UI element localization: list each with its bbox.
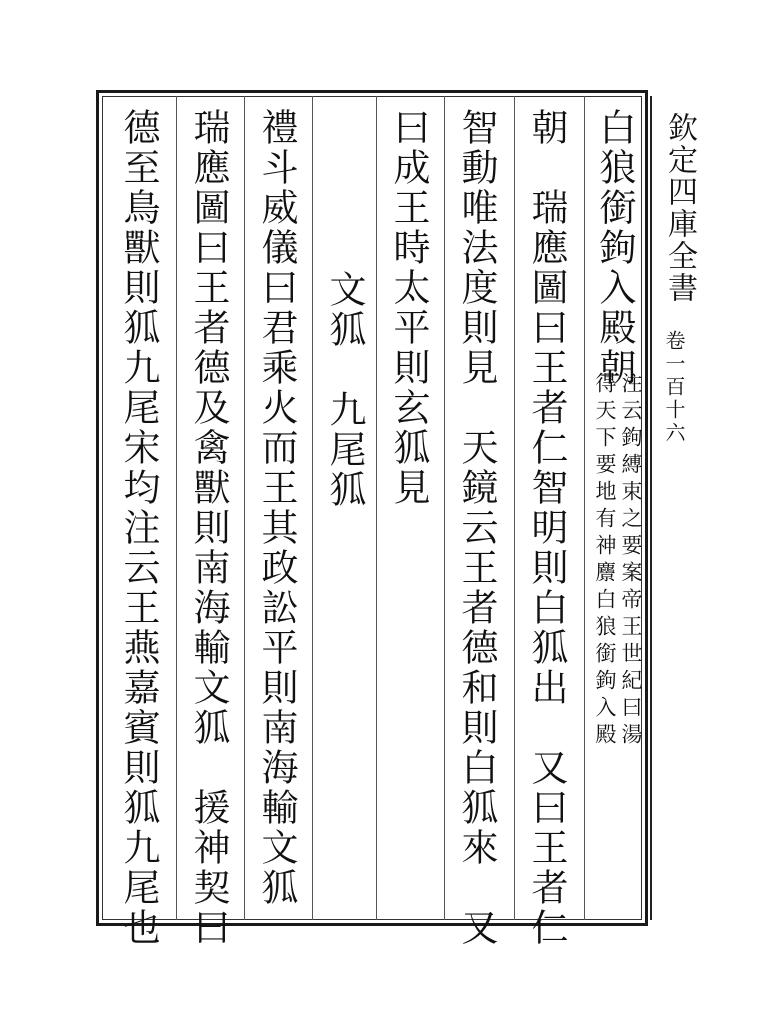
annotation-line-2: 得天下要地有神麖白狼銜鉤入殿 xyxy=(593,372,617,750)
column-rule xyxy=(244,96,245,920)
text-column-heading: 文狐 九尾狐 xyxy=(323,270,366,510)
text-column-4: 曰成王時太平則玄狐見 xyxy=(387,108,430,508)
text-column-2: 朝 瑞應圖曰王者仁智明則白狐出 又曰王者仁 xyxy=(525,108,568,948)
annotation-line-1: 注云鉤縛束之要案帝王世紀曰湯 xyxy=(619,372,643,750)
text-column-6: 禮斗威儀曰君乘火而王其政訟平則南海輸文狐 xyxy=(255,108,298,908)
book-title: 欽定四庫全書 xyxy=(662,112,697,304)
text-column-3: 智動唯法度則見 天鏡云王者德和則白狐來 又 xyxy=(455,108,498,948)
text-column-7: 瑞應圖曰王者德及禽獸則南海輸文狐 援神契曰 xyxy=(187,108,230,948)
column-rule xyxy=(514,96,515,920)
column-rule xyxy=(176,96,177,920)
column-rule xyxy=(312,96,313,920)
column-rule xyxy=(584,96,585,920)
text-column-1: 白狼銜鉤入殿朝 xyxy=(593,108,636,388)
column-rule xyxy=(376,96,377,920)
volume-label: 卷一百十六 xyxy=(662,330,686,445)
text-column-8: 德至鳥獸則狐九尾宋均注云王燕嘉賓則狐九尾也 xyxy=(117,108,160,948)
column-rule xyxy=(444,96,445,920)
